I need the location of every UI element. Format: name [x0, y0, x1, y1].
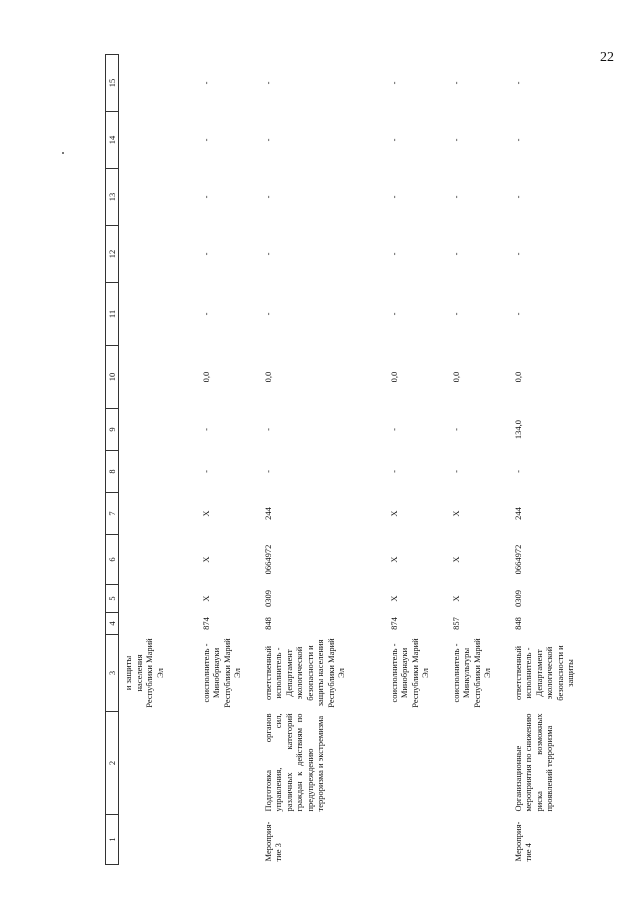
value-cell-col-7: 244 [262, 507, 273, 520]
header-cell: 2 [106, 712, 119, 815]
value-cell-col-11: - [450, 312, 461, 316]
table-row [509, 55, 624, 865]
table-row [197, 55, 259, 865]
value-cell-col-4: 874 [388, 617, 399, 630]
table-body [119, 55, 624, 865]
value-cell-col-15: - [262, 81, 273, 85]
value-cell-col-6 [119, 535, 197, 585]
header-cell: 8 [106, 451, 119, 493]
row-c1-cell [447, 815, 509, 865]
table-row [385, 55, 447, 865]
value-cell-col-12: - [262, 252, 273, 256]
value-cell-col-7: X [200, 510, 211, 517]
value-cell-col-6: X [388, 556, 399, 563]
value-cell-col-15 [119, 55, 197, 112]
header-cell: 6 [106, 535, 119, 585]
row-c2-cell [385, 712, 447, 815]
header-cell: 10 [106, 346, 119, 409]
value-cell-col-11: - [200, 312, 211, 316]
value-cell-col-5 [119, 585, 197, 613]
row-c1-cell [119, 815, 197, 865]
value-cell-col-14: - [262, 138, 273, 142]
row-c2-cell: Организационные мероприятия по снижению риска возможных проявлений терроризма [512, 713, 554, 812]
value-cell-col-7: X [388, 510, 399, 517]
row-c3-cell: соисполнитель - Минобрнауки Республики Марий Эл [388, 638, 430, 708]
value-cell-col-8: - [200, 470, 211, 473]
value-cell-col-12: - [388, 252, 399, 256]
value-cell-col-11: - [262, 312, 273, 316]
program-table [105, 54, 624, 865]
value-cell-col-9: 134,0 [512, 419, 523, 440]
value-cell-col-6: 0664972 [262, 544, 273, 575]
value-cell-col-4: 874 [200, 617, 211, 630]
value-cell-col-15: - [388, 81, 399, 85]
header-cell: 14 [106, 112, 119, 169]
value-cell-col-14: - [450, 138, 461, 142]
value-cell-col-14 [119, 112, 197, 169]
value-cell-col-11: - [388, 312, 399, 316]
value-cell-col-13: - [388, 195, 399, 199]
header-row [106, 55, 119, 865]
row-c3-cell: ответственный исполнитель - Департамент экологической безопасности и защиты [512, 645, 575, 701]
page-number: 22 [600, 50, 614, 65]
value-cell-col-8: - [388, 470, 399, 473]
value-cell-col-7 [119, 493, 197, 535]
row-c3-cell: и защиты населения Республики Марий Эл [123, 638, 165, 708]
header-cell: 4 [106, 613, 119, 635]
rotated-table-wrapper [105, 55, 640, 865]
value-cell-col-12: - [200, 252, 211, 256]
row-c3-cell: соисполнитель - Минкультуры Республики Марий Эл [450, 638, 492, 708]
value-cell-col-10: 0,0 [200, 371, 211, 383]
value-cell-col-13: - [512, 195, 523, 199]
value-cell-col-9: - [262, 428, 273, 431]
header-cell: 11 [106, 283, 119, 346]
value-cell-col-8: - [262, 470, 273, 473]
row-c2-cell [197, 712, 259, 815]
value-cell-col-6: 0664972 [512, 544, 523, 575]
header-cell: 5 [106, 585, 119, 613]
row-c1-cell: Мероприятие 3 [262, 821, 283, 862]
header-cell: 1 [106, 815, 119, 865]
row-c2-cell [119, 712, 197, 815]
value-cell-col-6: X [450, 556, 461, 563]
value-cell-col-14: - [200, 138, 211, 142]
value-cell-col-12: - [512, 252, 523, 256]
value-cell-col-5: X [388, 595, 399, 602]
value-cell-col-11 [119, 283, 197, 346]
value-cell-col-12 [119, 226, 197, 283]
value-cell-col-15: - [450, 81, 461, 85]
value-cell-col-10: 0,0 [450, 371, 461, 383]
row-c1-cell [385, 815, 447, 865]
value-cell-col-15: - [200, 81, 211, 85]
value-cell-col-4: 848 [262, 617, 273, 630]
value-cell-col-8 [119, 451, 197, 493]
row-c1-cell: Мероприятие 4 [512, 821, 533, 862]
header-cell: 9 [106, 409, 119, 451]
value-cell-col-4: 848 [512, 617, 523, 630]
value-cell-col-5: X [450, 595, 461, 602]
value-cell-col-4: 857 [450, 617, 461, 630]
row-c3-cell: ответственный исполнитель - Департамент экологической безопасности и защиты населения Республики Марий Эл [262, 638, 346, 708]
header-cell: 13 [106, 169, 119, 226]
value-cell-col-9: - [200, 428, 211, 431]
header-cell: 15 [106, 55, 119, 112]
value-cell-col-5: 0309 [512, 590, 523, 607]
value-cell-col-13 [119, 169, 197, 226]
value-cell-col-10: 0,0 [512, 371, 523, 383]
scan-speck [62, 152, 64, 154]
value-cell-col-6: X [200, 556, 211, 563]
value-cell-col-14: - [388, 138, 399, 142]
value-cell-col-5: X [200, 595, 211, 602]
value-cell-col-10: 0,0 [388, 371, 399, 383]
value-cell-col-9: - [388, 428, 399, 431]
value-cell-col-14: - [512, 138, 523, 142]
value-cell-col-13: - [262, 195, 273, 199]
table-row [259, 55, 385, 865]
row-c1-cell [197, 815, 259, 865]
header-cell: 12 [106, 226, 119, 283]
value-cell-col-9: - [450, 428, 461, 431]
header-cell: 7 [106, 493, 119, 535]
value-cell-col-10: 0,0 [262, 371, 273, 383]
row-c2-cell [447, 712, 509, 815]
table-row [447, 55, 509, 865]
value-cell-col-7: 244 [512, 507, 523, 520]
value-cell-col-8: - [512, 470, 523, 473]
header-cell: 3 [106, 635, 119, 712]
value-cell-col-7: X [450, 510, 461, 517]
value-cell-col-13: - [200, 195, 211, 199]
row-c2-cell: Подготовка органов управления, сил, различных категорий граждан к действиям по предупреждению терроризма и экстремизма [262, 713, 325, 812]
row-c3-cell: соисполнитель - Минобрнауки Республики Марий Эл [200, 638, 242, 708]
value-cell-col-15: - [512, 81, 523, 85]
value-cell-col-9 [119, 409, 197, 451]
value-cell-col-10 [119, 346, 197, 409]
value-cell-col-12: - [450, 252, 461, 256]
value-cell-col-8: - [450, 470, 461, 473]
value-cell-col-13: - [450, 195, 461, 199]
value-cell-col-5: 0309 [262, 590, 273, 607]
value-cell-col-4 [119, 613, 197, 635]
table-row [119, 55, 197, 865]
value-cell-col-11: - [512, 312, 523, 316]
